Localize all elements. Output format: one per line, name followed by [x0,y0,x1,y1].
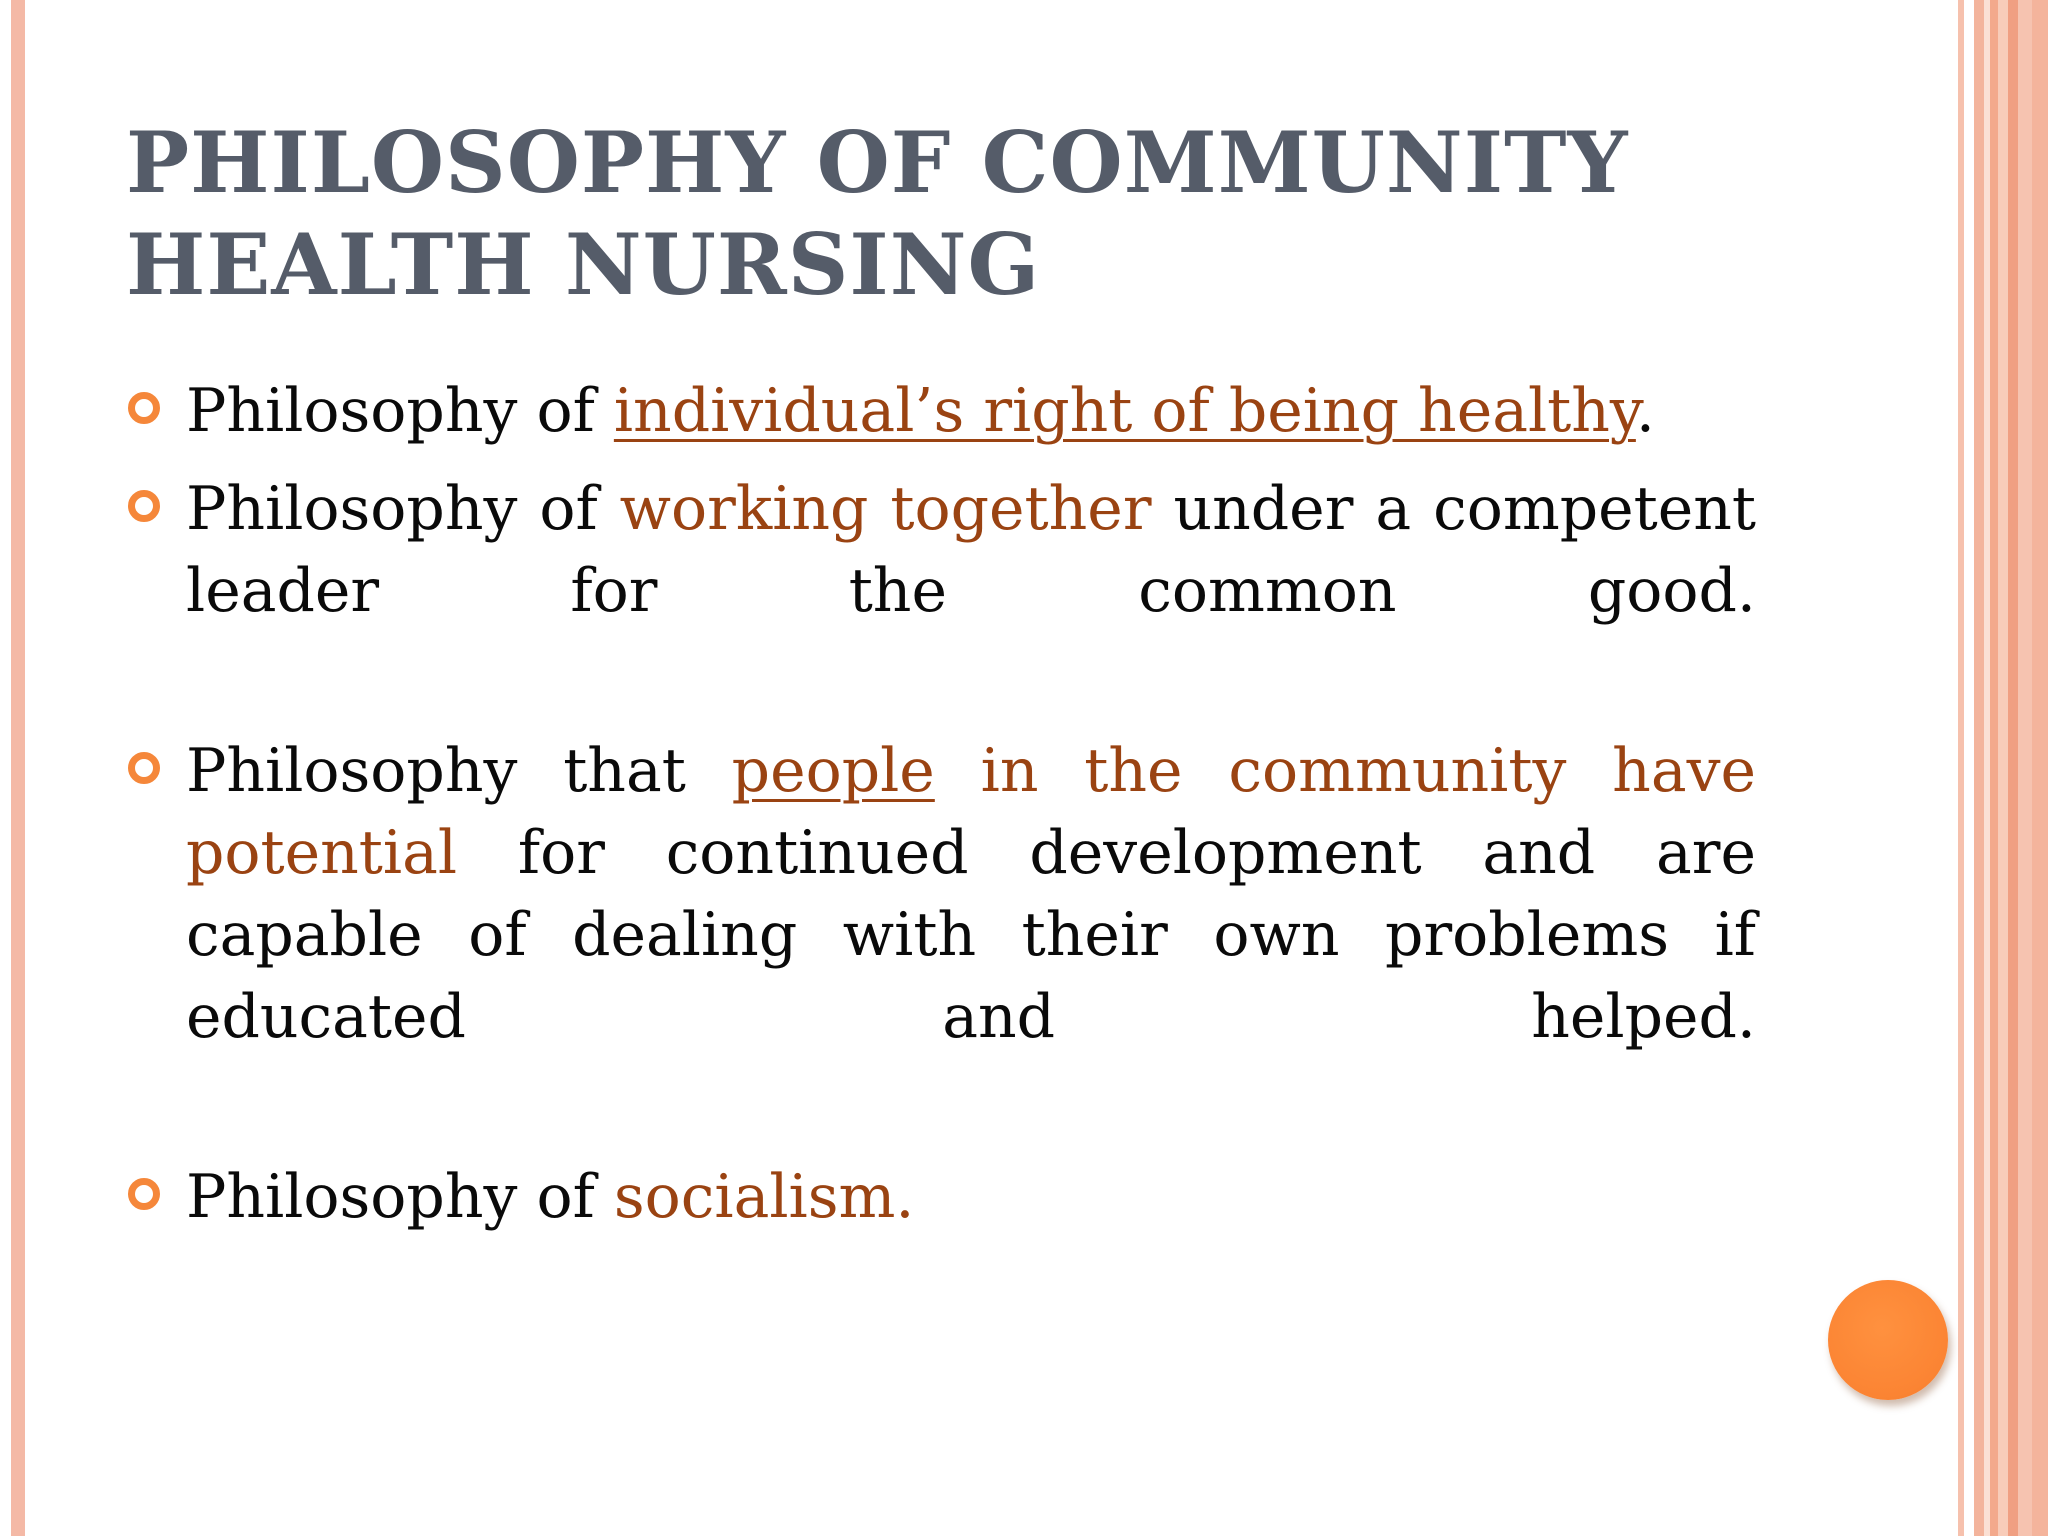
slide-title-line-1: PHILOSOPHY OF COMMUNITY [126,113,1629,212]
bullet-2-suffix: under a competent leader for the common good. [186,474,1757,626]
bullet-item-4 [126,1156,1756,1238]
bullet-4-highlight: socialism. [613,1162,915,1232]
right-border-band [1974,0,2048,1536]
orange-circle-decoration [1828,1280,1948,1400]
bullet-3-highlight-underlined: people [731,736,935,806]
bullet-3-text: Philosophy that [186,736,732,806]
circle-bullet-icon [128,392,160,424]
slide-title-line-2: HEALTH NURSING [126,215,1041,314]
left-border-strip [11,0,25,1536]
bullet-list [126,370,1756,1254]
bullet-1-highlight: individual’s right of being healthy [613,376,1636,446]
bullet-1-suffix: . [1635,376,1655,446]
right-border-line [1958,0,1964,1536]
bullet-2-text: Philosophy of [186,474,620,544]
bullet-3-suffix: for continued development and are capable of dealing with their own problems if educated and helped. [186,818,1756,1052]
circle-bullet-icon [128,752,160,784]
slide-title [126,112,1826,316]
bullet-4-text: Philosophy of [186,1162,614,1232]
circle-bullet-icon [128,1178,160,1210]
bullet-2-highlight: working together [619,474,1152,544]
circle-bullet-icon [128,490,160,522]
bullet-1-text: Philosophy of [186,376,614,446]
bullet-item-2 [126,468,1756,714]
bullet-item-1 [126,370,1756,452]
bullet-item-3 [126,730,1756,1140]
bullet-3-highlight: in the community have potential [186,736,1756,888]
